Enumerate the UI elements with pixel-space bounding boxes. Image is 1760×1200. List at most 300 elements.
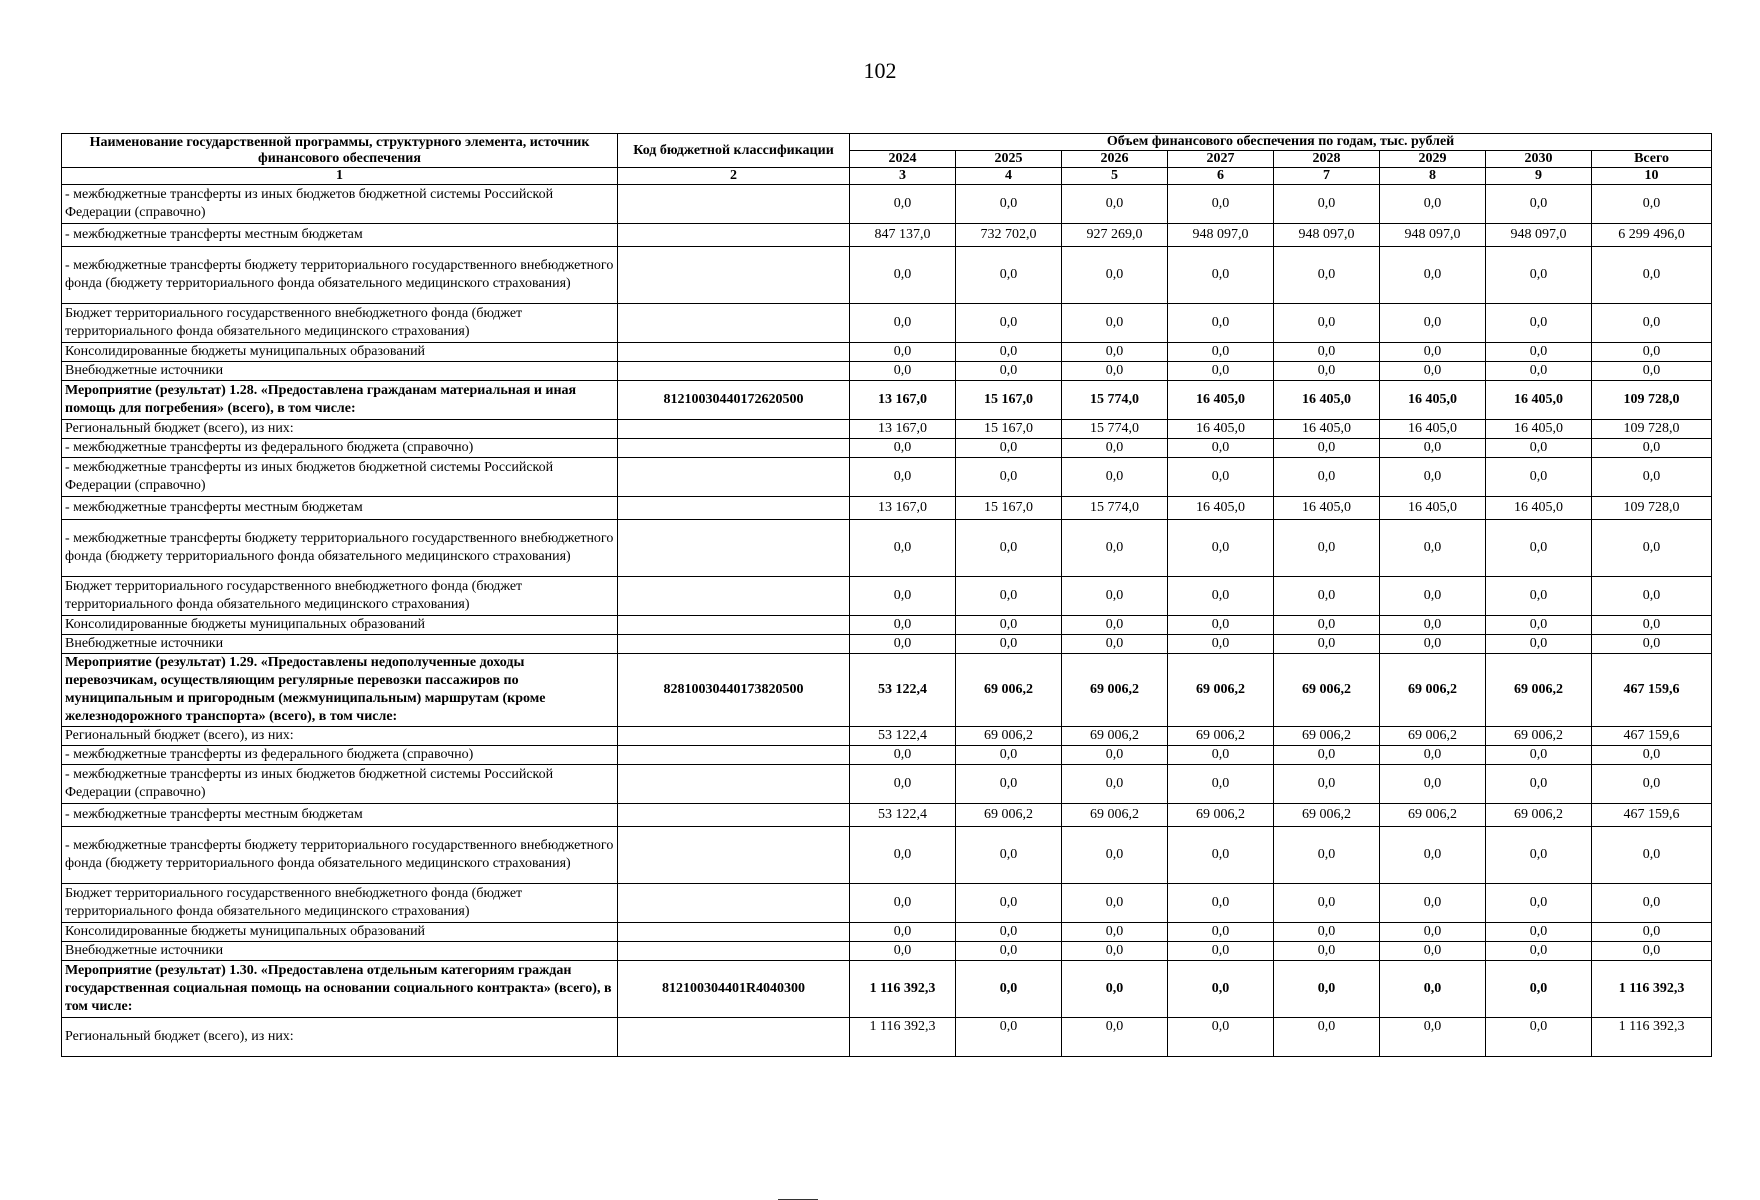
row-year-value: 0,0 [1062,635,1168,654]
row-name: Консолидированные бюджеты муниципальных образований [62,923,618,942]
row-total-value: 1 116 392,3 [1592,961,1712,1018]
table-row [62,343,1712,362]
row-year-value: 16 405,0 [1168,381,1274,420]
row-year-value: 16 405,0 [1486,420,1592,439]
row-name: - межбюджетные трансферты местным бюджетам [62,497,618,520]
row-year-value: 0,0 [1274,923,1380,942]
row-code [618,635,850,654]
row-year-value: 0,0 [1486,765,1592,804]
row-name: - межбюджетные трансферты из федерального бюджета (справочно) [62,746,618,765]
row-year-value: 0,0 [1062,827,1168,884]
row-year-value: 15 167,0 [956,497,1062,520]
row-year-value: 0,0 [956,577,1062,616]
row-year-value: 1 116 392,3 [850,1018,956,1057]
row-year-value: 0,0 [850,343,956,362]
row-total-value: 109 728,0 [1592,497,1712,520]
row-year-value: 53 122,4 [850,654,956,727]
row-year-value: 0,0 [1380,923,1486,942]
row-year-value: 0,0 [956,304,1062,343]
header-year: 2026 [1062,151,1168,168]
row-year-value: 0,0 [850,923,956,942]
row-name: Мероприятие (результат) 1.28. «Предоставлена гражданам материальная и иная помощь для погребения» (всего), в том числе: [62,381,618,420]
column-number: 10 [1592,168,1712,185]
row-total-value: 0,0 [1592,884,1712,923]
table-row [62,458,1712,497]
row-year-value: 69 006,2 [1274,804,1380,827]
table-row [62,577,1712,616]
row-year-value: 15 774,0 [1062,497,1168,520]
row-year-value: 0,0 [1168,635,1274,654]
row-total-value: 0,0 [1592,827,1712,884]
row-year-value: 0,0 [1062,961,1168,1018]
row-total-value: 0,0 [1592,765,1712,804]
row-total-value: 0,0 [1592,343,1712,362]
row-year-value: 1 116 392,3 [850,961,956,1018]
row-year-value: 0,0 [956,520,1062,577]
row-year-value: 0,0 [956,746,1062,765]
row-code [618,439,850,458]
row-year-value: 0,0 [1274,343,1380,362]
row-year-value: 0,0 [850,942,956,961]
row-year-value: 0,0 [956,247,1062,304]
row-name: Бюджет территориального государственного внебюджетного фонда (бюджет территориального фонда обязательного медицинского страхования) [62,577,618,616]
row-year-value: 0,0 [850,746,956,765]
column-number: 9 [1486,168,1592,185]
column-number: 4 [956,168,1062,185]
row-code [618,746,850,765]
row-year-value: 69 006,2 [1062,727,1168,746]
row-total-value: 0,0 [1592,247,1712,304]
row-year-value: 0,0 [1062,520,1168,577]
row-total-value: 6 299 496,0 [1592,224,1712,247]
row-year-value: 16 405,0 [1274,420,1380,439]
row-year-value: 0,0 [1274,827,1380,884]
row-code [618,343,850,362]
row-year-value: 0,0 [1486,884,1592,923]
row-year-value: 13 167,0 [850,497,956,520]
table-body [62,185,1712,1057]
row-code [618,727,850,746]
row-year-value: 0,0 [1168,942,1274,961]
row-year-value: 0,0 [850,362,956,381]
row-year-value: 15 167,0 [956,381,1062,420]
row-total-value: 0,0 [1592,304,1712,343]
row-code: 81210030440172620500 [618,381,850,420]
header-volume: Объем финансового обеспечения по годам, тыс. рублей [850,134,1712,151]
row-year-value: 15 774,0 [1062,420,1168,439]
row-name: - межбюджетные трансферты бюджету территориального государственного внебюджетного фонда (бюджету территориального фонда обязательного медицинского страхования) [62,247,618,304]
row-year-value: 0,0 [956,343,1062,362]
row-year-value: 0,0 [1062,942,1168,961]
row-name: Бюджет территориального государственного внебюджетного фонда (бюджет территориального фонда обязательного медицинского страхования) [62,304,618,343]
row-total-value: 0,0 [1592,458,1712,497]
row-year-value: 69 006,2 [1486,804,1592,827]
row-code [618,1018,850,1057]
row-year-value: 16 405,0 [1168,420,1274,439]
row-year-value: 0,0 [956,362,1062,381]
row-year-value: 16 405,0 [1486,381,1592,420]
row-year-value: 0,0 [1380,884,1486,923]
row-year-value: 0,0 [1380,577,1486,616]
row-year-value: 0,0 [1274,185,1380,224]
row-year-value: 0,0 [850,439,956,458]
row-total-value: 0,0 [1592,439,1712,458]
row-name: - межбюджетные трансферты из иных бюджетов бюджетной системы Российской Федерации (справочно) [62,185,618,224]
row-year-value: 0,0 [1274,247,1380,304]
row-year-value: 0,0 [1380,765,1486,804]
table-row-activity [62,961,1712,1018]
table-row [62,884,1712,923]
row-code [618,362,850,381]
row-total-value: 467 159,6 [1592,654,1712,727]
row-total-value: 0,0 [1592,635,1712,654]
row-year-value: 16 405,0 [1274,497,1380,520]
row-year-value: 69 006,2 [956,804,1062,827]
column-number: 7 [1274,168,1380,185]
row-year-value: 16 405,0 [1380,497,1486,520]
row-name: Консолидированные бюджеты муниципальных образований [62,343,618,362]
row-code [618,577,850,616]
row-year-value: 0,0 [1274,616,1380,635]
row-code [618,497,850,520]
row-year-value: 0,0 [1380,827,1486,884]
row-year-value: 0,0 [1062,343,1168,362]
row-code [618,304,850,343]
row-year-value: 0,0 [1168,362,1274,381]
row-year-value: 0,0 [850,458,956,497]
row-year-value: 0,0 [1486,961,1592,1018]
column-number: 3 [850,168,956,185]
row-year-value: 948 097,0 [1380,224,1486,247]
row-year-value: 0,0 [1380,520,1486,577]
row-name: - межбюджетные трансферты бюджету территориального государственного внебюджетного фонда (бюджету территориального фонда обязательного медицинского страхования) [62,827,618,884]
row-year-value: 69 006,2 [1168,654,1274,727]
row-year-value: 15 167,0 [956,420,1062,439]
row-year-value: 0,0 [956,185,1062,224]
row-year-value: 927 269,0 [1062,224,1168,247]
header-year: 2025 [956,151,1062,168]
row-code [618,247,850,304]
row-year-value: 0,0 [850,247,956,304]
table-row [62,746,1712,765]
row-name: Внебюджетные источники [62,635,618,654]
row-year-value: 69 006,2 [1062,804,1168,827]
row-name: Мероприятие (результат) 1.30. «Предоставлена отдельным категориям граждан государственная социальная помощь на основании социального контракта» (всего), в том числе: [62,961,618,1018]
row-year-value: 53 122,4 [850,727,956,746]
row-year-value: 0,0 [850,635,956,654]
row-year-value: 16 405,0 [1486,497,1592,520]
table-row [62,765,1712,804]
table-row [62,497,1712,520]
row-year-value: 0,0 [1062,247,1168,304]
row-year-value: 0,0 [1168,520,1274,577]
header-code: Код бюджетной классификации [618,134,850,168]
table-row [62,420,1712,439]
row-year-value: 0,0 [1380,304,1486,343]
row-total-value: 467 159,6 [1592,804,1712,827]
row-year-value: 69 006,2 [1380,804,1486,827]
row-year-value: 0,0 [956,1018,1062,1057]
row-year-value: 69 006,2 [956,654,1062,727]
row-year-value: 53 122,4 [850,804,956,827]
row-year-value: 0,0 [1380,1018,1486,1057]
row-name: Консолидированные бюджеты муниципальных образований [62,616,618,635]
row-year-value: 69 006,2 [1274,654,1380,727]
row-name: - межбюджетные трансферты из иных бюджетов бюджетной системы Российской Федерации (справочно) [62,458,618,497]
financing-table [61,133,1712,1057]
row-year-value: 69 006,2 [1486,727,1592,746]
row-year-value: 0,0 [1274,1018,1380,1057]
row-year-value: 948 097,0 [1486,224,1592,247]
row-name: Региональный бюджет (всего), из них: [62,420,618,439]
table-row [62,247,1712,304]
row-year-value: 0,0 [1486,458,1592,497]
row-year-value: 0,0 [956,439,1062,458]
row-year-value: 0,0 [1062,304,1168,343]
row-year-value: 0,0 [1168,247,1274,304]
row-total-value: 0,0 [1592,942,1712,961]
row-year-value: 0,0 [1486,746,1592,765]
row-year-value: 732 702,0 [956,224,1062,247]
row-year-value: 0,0 [956,616,1062,635]
row-year-value: 69 006,2 [1062,654,1168,727]
row-year-value: 0,0 [1168,827,1274,884]
row-year-value: 0,0 [1274,577,1380,616]
table-row [62,224,1712,247]
row-year-value: 0,0 [1274,362,1380,381]
table-row [62,1018,1712,1057]
row-year-value: 0,0 [1486,942,1592,961]
row-year-value: 0,0 [1274,458,1380,497]
row-code [618,224,850,247]
column-number: 2 [618,168,850,185]
row-year-value: 0,0 [1380,362,1486,381]
row-year-value: 0,0 [1274,746,1380,765]
row-year-value: 0,0 [1486,185,1592,224]
row-total-value: 0,0 [1592,362,1712,381]
row-year-value: 0,0 [956,635,1062,654]
row-total-value: 0,0 [1592,616,1712,635]
row-year-value: 0,0 [1168,923,1274,942]
row-year-value: 0,0 [850,884,956,923]
row-total-value: 0,0 [1592,520,1712,577]
row-year-value: 0,0 [956,884,1062,923]
row-year-value: 0,0 [1062,765,1168,804]
row-year-value: 0,0 [1168,746,1274,765]
row-year-value: 0,0 [1380,439,1486,458]
row-year-value: 0,0 [1274,635,1380,654]
row-year-value: 0,0 [1486,616,1592,635]
row-year-value: 0,0 [1486,247,1592,304]
table-row [62,923,1712,942]
row-name: - межбюджетные трансферты бюджету территориального государственного внебюджетного фонда (бюджету территориального фонда обязательного медицинского страхования) [62,520,618,577]
row-total-value: 467 159,6 [1592,727,1712,746]
row-total-value: 0,0 [1592,746,1712,765]
row-code [618,458,850,497]
row-year-value: 0,0 [956,942,1062,961]
row-year-value: 0,0 [1062,458,1168,497]
row-year-value: 0,0 [1168,616,1274,635]
row-code [618,616,850,635]
table-row-activity [62,381,1712,420]
row-year-value: 0,0 [1168,343,1274,362]
row-year-value: 0,0 [1380,616,1486,635]
row-year-value: 0,0 [1062,185,1168,224]
table-row [62,362,1712,381]
row-year-value: 0,0 [956,827,1062,884]
row-name: Бюджет территориального государственного внебюджетного фонда (бюджет территориального фонда обязательного медицинского страхования) [62,884,618,923]
row-year-value: 0,0 [1168,185,1274,224]
table-row-activity [62,654,1712,727]
row-year-value: 69 006,2 [1274,727,1380,746]
row-year-value: 0,0 [1062,439,1168,458]
table-row [62,827,1712,884]
header-name: Наименование государственной программы, структурного элемента, источник финансового обеспечения [62,134,618,168]
row-year-value: 0,0 [1486,343,1592,362]
row-total-value: 109 728,0 [1592,381,1712,420]
row-year-value: 0,0 [1486,827,1592,884]
row-year-value: 13 167,0 [850,381,956,420]
row-year-value: 0,0 [1380,343,1486,362]
row-year-value: 0,0 [1486,520,1592,577]
row-year-value: 0,0 [1168,577,1274,616]
table-row [62,439,1712,458]
row-year-value: 0,0 [1486,1018,1592,1057]
table-row [62,942,1712,961]
column-number: 5 [1062,168,1168,185]
row-year-value: 0,0 [1274,520,1380,577]
header-year: 2028 [1274,151,1380,168]
column-number: 6 [1168,168,1274,185]
row-name: Региональный бюджет (всего), из них: [62,1018,618,1057]
row-year-value: 69 006,2 [1380,727,1486,746]
row-year-value: 0,0 [956,765,1062,804]
row-name: Мероприятие (результат) 1.29. «Предоставлены недополученные доходы перевозчикам, осуществляющим регулярные перевозки пассажиров по муниципальным и пригородным (межмуниципальным) маршрутам (кроме железнодорожного транспорта» (всего), в том числе: [62,654,618,727]
header-year: 2029 [1380,151,1486,168]
row-year-value: 0,0 [1486,439,1592,458]
row-year-value: 0,0 [1062,616,1168,635]
table-row [62,616,1712,635]
row-year-value: 0,0 [1274,942,1380,961]
row-year-value: 0,0 [1486,577,1592,616]
row-name: - межбюджетные трансферты из иных бюджетов бюджетной системы Российской Федерации (справочно) [62,765,618,804]
row-year-value: 0,0 [1380,635,1486,654]
row-name: Внебюджетные источники [62,942,618,961]
row-total-value: 0,0 [1592,923,1712,942]
row-code [618,923,850,942]
table-row [62,635,1712,654]
row-year-value: 0,0 [1062,1018,1168,1057]
row-code [618,827,850,884]
row-total-value: 0,0 [1592,577,1712,616]
row-year-value: 69 006,2 [956,727,1062,746]
row-code: 812100304401R4040300 [618,961,850,1018]
row-year-value: 0,0 [1486,362,1592,381]
row-year-value: 0,0 [1380,961,1486,1018]
row-year-value: 0,0 [850,520,956,577]
row-name: - межбюджетные трансферты местным бюджетам [62,804,618,827]
row-name: Внебюджетные источники [62,362,618,381]
row-year-value: 0,0 [1168,1018,1274,1057]
table-row [62,804,1712,827]
row-year-value: 0,0 [850,577,956,616]
row-year-value: 948 097,0 [1274,224,1380,247]
row-year-value: 0,0 [1380,746,1486,765]
row-year-value: 15 774,0 [1062,381,1168,420]
row-year-value: 0,0 [1274,439,1380,458]
row-year-value: 0,0 [850,616,956,635]
row-year-value: 16 405,0 [1380,381,1486,420]
header-total: Всего [1592,151,1712,168]
row-year-value: 16 405,0 [1274,381,1380,420]
row-code [618,520,850,577]
row-code [618,804,850,827]
table-row [62,520,1712,577]
header-year: 2030 [1486,151,1592,168]
row-year-value: 0,0 [1062,884,1168,923]
row-year-value: 0,0 [956,923,1062,942]
row-year-value: 0,0 [1062,746,1168,765]
row-year-value: 0,0 [850,185,956,224]
row-year-value: 13 167,0 [850,420,956,439]
row-year-value: 69 006,2 [1380,654,1486,727]
row-year-value: 0,0 [1168,439,1274,458]
row-name: - межбюджетные трансферты из федерального бюджета (справочно) [62,439,618,458]
row-year-value: 0,0 [1168,961,1274,1018]
row-name: Региональный бюджет (всего), из них: [62,727,618,746]
row-year-value: 0,0 [1274,884,1380,923]
row-year-value: 0,0 [1380,942,1486,961]
row-year-value: 69 006,2 [1168,727,1274,746]
row-year-value: 0,0 [1062,923,1168,942]
row-code: 82810030440173820500 [618,654,850,727]
row-year-value: 0,0 [850,304,956,343]
row-year-value: 847 137,0 [850,224,956,247]
header-row-top [62,134,1712,151]
row-year-value: 0,0 [1274,765,1380,804]
row-year-value: 0,0 [1168,765,1274,804]
row-year-value: 0,0 [1380,247,1486,304]
row-total-value: 1 116 392,3 [1592,1018,1712,1057]
row-code [618,185,850,224]
row-year-value: 69 006,2 [1168,804,1274,827]
row-total-value: 0,0 [1592,185,1712,224]
row-year-value: 0,0 [1380,185,1486,224]
row-year-value: 0,0 [1486,923,1592,942]
header-year: 2024 [850,151,956,168]
row-year-value: 0,0 [1486,304,1592,343]
row-year-value: 0,0 [1062,362,1168,381]
table-row [62,185,1712,224]
row-year-value: 948 097,0 [1168,224,1274,247]
page-number: 102 [863,58,897,83]
header-year: 2027 [1168,151,1274,168]
row-code [618,942,850,961]
row-year-value: 0,0 [850,827,956,884]
column-number: 8 [1380,168,1486,185]
header-row-column-numbers [62,168,1712,185]
row-year-value: 0,0 [850,765,956,804]
row-year-value: 16 405,0 [1168,497,1274,520]
row-year-value: 0,0 [1380,458,1486,497]
row-year-value: 0,0 [1168,304,1274,343]
row-total-value: 109 728,0 [1592,420,1712,439]
row-year-value: 0,0 [1274,304,1380,343]
row-name: - межбюджетные трансферты местным бюджетам [62,224,618,247]
table-row [62,727,1712,746]
row-code [618,420,850,439]
column-number: 1 [62,168,618,185]
